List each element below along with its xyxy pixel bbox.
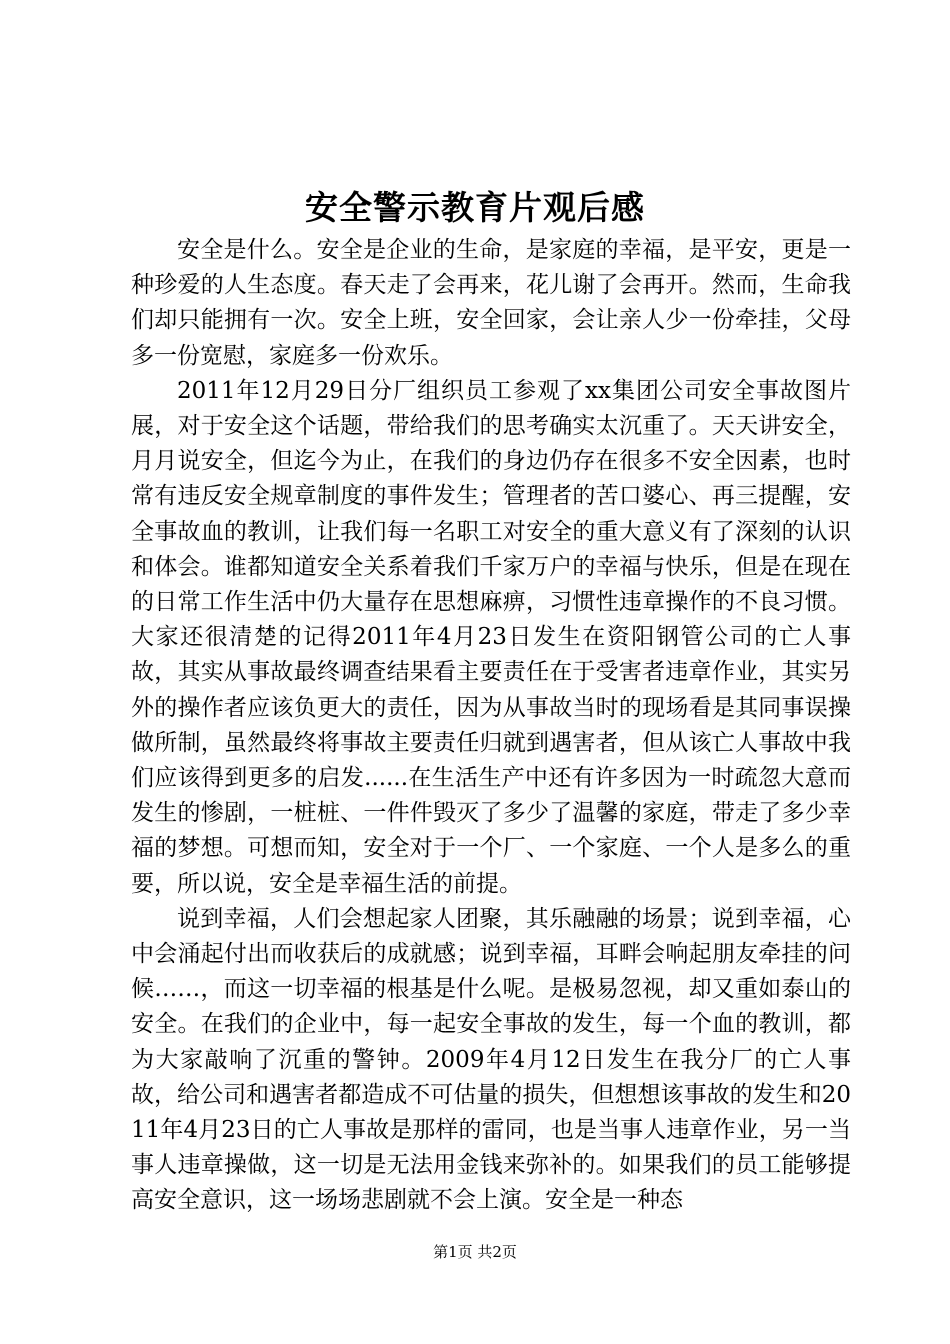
paragraph-2: 2011年12月29日分厂组织员工参观了xx集团公司安全事故图片展，对于安全这个话题，带给我们的思考确实太沉重了。天天讲安全，月月说安全，但迄今为止，在我们的身边仍存在很多不安全因素，也时常有违反安全规章制度的事件发生；管理者的苦口婆心、再三提醒，安全事故血的教训，让我们每一名职工对安全的重大意义有了深刻的认识和体会。谁都知道安全关系着我们千家万户的幸福与快乐，但是在现在的日常工作生活中仍大量存在思想麻痹，习惯性违章操作的不良习惯。大家还很清楚的记得2011年4月23日发生在资阳钢管公司的亡人事故，其实从事故最终调查结果看主要责任在于受害者违章作业，其实另外的操作者应该负更大的责任，因为从事故当时的现场看是其同事误操做所制，虽然最终将事故主要责任归就到遇害者，但从该亡人事故中我们应该得到更多的启发......在生活生产中还有许多因为一时疏忽大意而发生的惨剧，一桩桩、一件件毁灭了多少了温馨的家庭，带走了多少幸福的梦想。可想而知，安全对于一个厂、一个家庭、一个人是多么的重要，所以说，安全是幸福生活的前提。 — [131, 377, 851, 897]
paragraph-3: 说到幸福，人们会想起家人团聚，其乐融融的场景；说到幸福，心中会涌起付出而收获后的成就感；说到幸福，耳畔会响起朋友牵挂的问候……，而这一切幸福的根基是什么呢。是极易忽视，却又重如泰山的安全。在我们的企业中，每一起安全事故的发生，每一个血的教训，都为大家敲响了沉重的警钟。2009年4月12日发生在我分厂的亡人事故，给公司和遇害者都造成不可估量的损失，但想想该事故的发生和2011年4月23日的亡人事故是那样的雷同，也是当事人违章作业，另一当事人违章操做，这一切是无法用金钱来弥补的。如果我们的员工能够提高安全意识，这一场场悲剧就不会上演。安全是一种态 — [131, 905, 851, 1214]
document-body — [131, 233, 851, 1219]
document-title: 安全警示教育片观后感 — [305, 188, 645, 227]
page-number-footer: 第1页 共2页 — [433, 1243, 517, 1261]
paragraph-1: 安全是什么。安全是企业的生命，是家庭的幸福，是平安，更是一种珍爱的人生态度。春天走了会再来，花儿谢了会再开。然而，生命我们却只能拥有一次。安全上班，安全回家，会让亲人少一份牵挂，父母多一份宽慰，家庭多一份欢乐。 — [131, 237, 851, 369]
